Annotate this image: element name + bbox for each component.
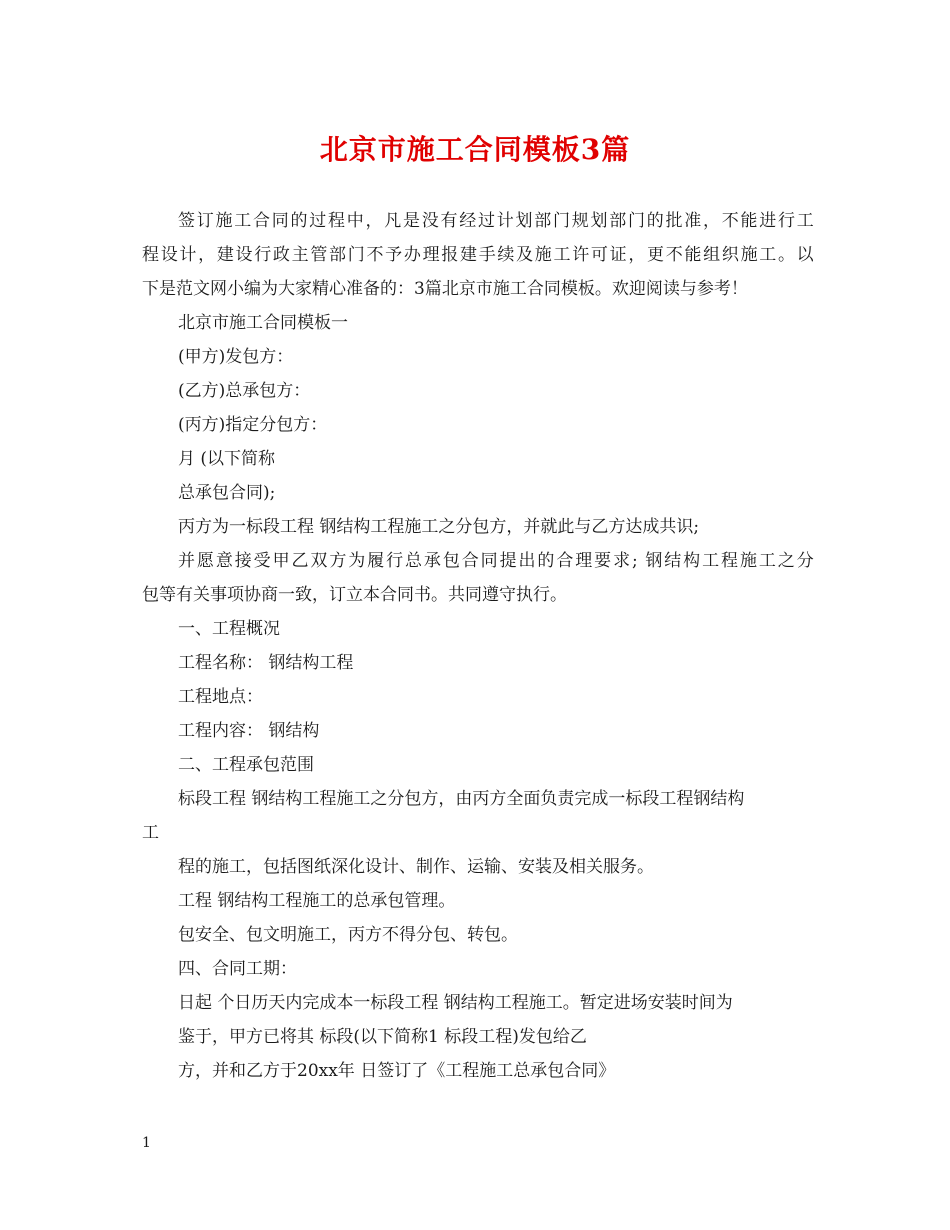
section-heading: 二、工程承包范围 [178,755,314,775]
document-body [142,204,814,1088]
paragraph-line: 包安全、包文明施工，丙方不得分包、转包。 [178,925,518,945]
paragraph-line: 并愿意接受甲乙双方为履行总承包合同提出的合理要求; 钢结构工程施工之分 [178,551,814,571]
document-title: 北京市施工合同模板3篇 [319,133,631,166]
paragraph-line: 丙方为一标段工程 钢结构工程施工之分包方，并就此与乙方达成共识; [178,517,700,537]
paragraph-line: 工程地点： [178,687,263,707]
section-heading: 四、合同工期： [178,959,297,979]
paragraph-line: 程的施工，包括图纸深化设计、制作、运输、安装及相关服务。 [178,857,654,877]
paragraph-line: 包等有关事项协商一致，订立本合同书。共同遵守执行。 [142,585,567,605]
paragraph-line: 鉴于，甲方已将其 标段(以下简称1 标段工程)发包给乙 [178,1027,587,1047]
paragraph-line: 日起 个日历天内完成本一标段工程 钢结构工程施工。暂定进场安装时间为 [178,993,733,1013]
paragraph-line: 方，并和乙方于20xx年 日签订了《工程施工总承包合同》 [178,1061,616,1081]
paragraph-line: 程设计，建设行政主管部门不予办理报建手续及施工许可证，更不能组织施工。以 [142,245,814,265]
page-number: 1 [142,1135,151,1151]
paragraph-line: 签订施工合同的过程中，凡是没有经过计划部门规划部门的批准，不能进行工 [178,211,814,231]
paragraph-line: 标段工程 钢结构工程施工之分包方，由丙方全面负责完成一标段工程钢结构 [178,789,745,809]
paragraph-line: 工程内容： 钢结构 [178,721,320,741]
paragraph-line: (乙方)总承包方： [178,381,311,401]
paragraph-line: 总承包合同); [178,483,276,503]
paragraph-line: 工程 钢结构工程施工的总承包管理。 [178,891,456,911]
paragraph-line: 北京市施工合同模板一 [178,313,348,333]
paragraph-line: 下是范文网小编为大家精心准备的：3篇北京市施工合同模板。欢迎阅读与参考！ [142,279,748,299]
paragraph-line: (丙方)指定分包方： [178,415,328,435]
paragraph-line: 工 [142,823,159,843]
section-heading: 一、工程概况 [178,619,280,639]
paragraph-line: 月 (以下简称 [178,449,276,469]
paragraph-line: (甲方)发包方： [178,347,294,367]
paragraph-line: 工程名称： 钢结构工程 [178,653,354,673]
